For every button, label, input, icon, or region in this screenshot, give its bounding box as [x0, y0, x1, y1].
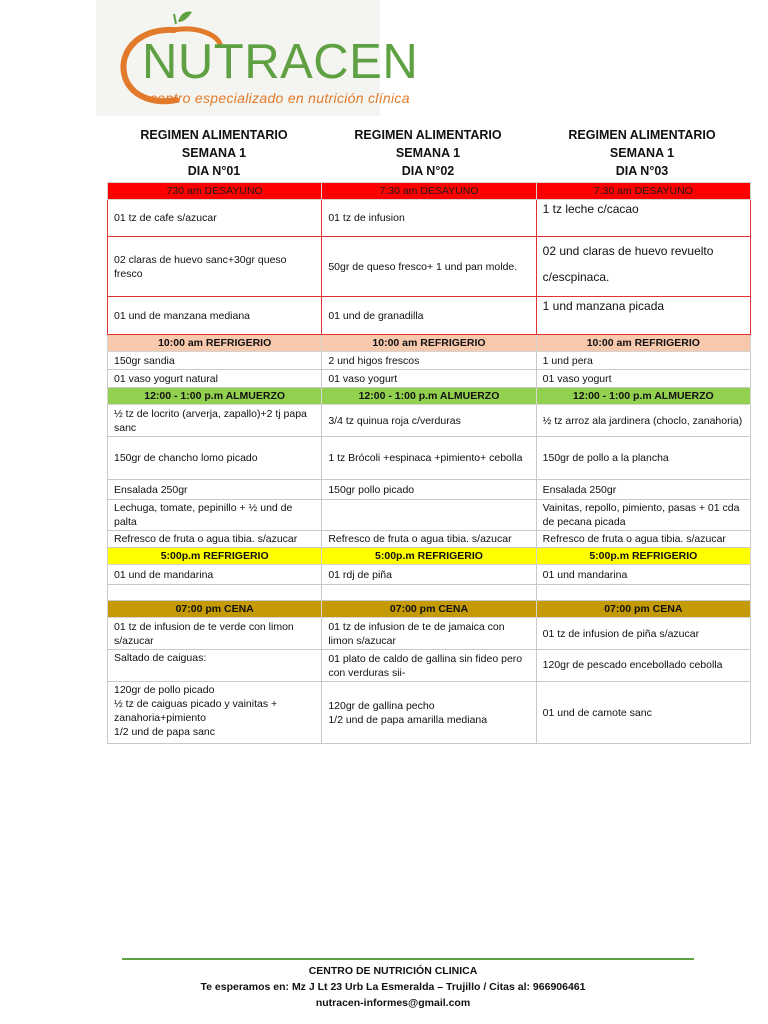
meal-cell: 01 und de manzana mediana: [108, 297, 322, 335]
table-row: [108, 618, 751, 650]
cell-line: 120gr de pollo picado: [114, 684, 215, 696]
meal-cell: 01 tz de infusion de te verde con limon s/azucar: [108, 618, 322, 650]
meal-cell: 01 und mandarina: [536, 565, 750, 585]
meal-cell: Ensalada 250gr: [536, 480, 750, 500]
section-header-cena: [108, 601, 751, 618]
section-title: 12:00 - 1:00 p.m ALMUERZO: [322, 388, 536, 405]
section-title: 12:00 - 1:00 p.m ALMUERZO: [536, 388, 750, 405]
section-header-refrigerio-am: [108, 335, 751, 352]
section-title: 07:00 pm CENA: [322, 601, 536, 618]
meal-cell: Refresco de fruta o agua tibia. s/azucar: [536, 531, 750, 548]
meal-cell: 01 vaso yogurt natural: [108, 370, 322, 388]
section-title: 07:00 pm CENA: [108, 601, 322, 618]
header-week: SEMANA 1: [395, 146, 461, 160]
table-row: [108, 531, 751, 548]
section-header-desayuno: [108, 183, 751, 200]
meal-cell: Refresco de fruta o agua tibia. s/azucar: [108, 531, 322, 548]
section-title: 12:00 - 1:00 p.m ALMUERZO: [108, 388, 322, 405]
table-row: [108, 480, 751, 500]
section-title: 07:00 pm CENA: [536, 601, 750, 618]
footer-email: nutracen-informes@gmail.com: [315, 997, 471, 1009]
table-row: [108, 500, 751, 531]
meal-cell: 02 und claras de huevo revuelto c/escpinaca.: [536, 237, 750, 297]
table-row: [108, 237, 751, 297]
meal-cell: 150gr de pollo a la plancha: [536, 437, 750, 480]
table-row: [108, 297, 751, 335]
meal-cell: 1 tz leche c/cacao: [536, 200, 750, 237]
meal-cell: 150gr de chancho lomo picado: [108, 437, 322, 480]
meal-cell: [322, 682, 536, 744]
logo-tagline: centro especializado en nutrición clínica: [150, 90, 410, 106]
table-row-empty: [108, 585, 751, 601]
section-title: 5:00p.m REFRIGERIO: [322, 548, 536, 565]
table-row: [108, 370, 751, 388]
meal-cell: 01 plato de caldo de gallina sin fideo pero con verduras sii-: [322, 650, 536, 682]
meal-cell: 3/4 tz quinua roja c/verduras: [322, 405, 536, 437]
section-title: 730 am DESAYUNO: [108, 183, 322, 200]
cell-line: 120gr de gallina pecho: [328, 699, 435, 712]
cell-line: ½ tz de caiguas picado y vainitas + zanahoria+pimiento: [114, 698, 278, 724]
meal-cell: 01 rdj de piña: [322, 565, 536, 585]
header-week: SEMANA 1: [181, 146, 247, 160]
meal-cell: [322, 500, 536, 531]
section-title: 10:00 am REFRIGERIO: [108, 335, 322, 352]
meal-cell: 01 tz de infusion de piña s/azucar: [536, 618, 750, 650]
meal-cell: Lechuga, tomate, pepinillo + ½ und de palta: [108, 500, 322, 531]
table-row: [108, 200, 751, 237]
meal-cell: 01 und de granadilla: [322, 297, 536, 335]
nutracen-logo: [96, 0, 419, 116]
meal-cell: ½ tz arroz ala jardinera (choclo, zanahoria): [536, 405, 750, 437]
section-header-almuerzo: [108, 388, 751, 405]
section-header-refrigerio-pm: [108, 548, 751, 565]
table-row: [108, 650, 751, 682]
meal-cell: [536, 585, 750, 601]
meal-cell: 150gr sandia: [108, 352, 322, 370]
meal-cell: 01 vaso yogurt: [322, 370, 536, 388]
section-title: 5:00p.m REFRIGERIO: [108, 548, 322, 565]
meal-cell: [108, 682, 322, 744]
meal-cell: [108, 585, 322, 601]
header-title: REGIMEN ALIMENTARIO: [568, 128, 716, 142]
meal-cell: 1 tz Brócoli +espinaca +pimiento+ cebolla: [322, 437, 536, 480]
meal-cell: 02 claras de huevo sanc+30gr queso fresco: [108, 237, 322, 297]
logo-name: NUTRACEN: [142, 35, 419, 89]
table-row: [108, 405, 751, 437]
footer-title: CENTRO DE NUTRICIÓN CLINICA: [308, 965, 478, 977]
header-week: SEMANA 1: [609, 146, 675, 160]
table-row: [108, 565, 751, 585]
header-day: DIA N°02: [401, 164, 455, 178]
meal-cell: Saltado de caiguas:: [108, 650, 322, 682]
header-title: REGIMEN ALIMENTARIO: [354, 128, 502, 142]
meal-cell: Vainitas, repollo, pimiento, pasas + 01 cda de pecana picada: [536, 500, 750, 531]
meal-cell: 01 tz de cafe s/azucar: [108, 200, 322, 237]
meal-cell: 50gr de queso fresco+ 1 und pan molde.: [322, 237, 536, 297]
day-header-3: [535, 126, 749, 182]
footer-divider: [122, 958, 694, 960]
meal-cell: 2 und higos frescos: [322, 352, 536, 370]
section-title: 7:30 am DESAYUNO: [536, 183, 750, 200]
meal-cell: 01 und de mandarina: [108, 565, 322, 585]
meal-cell: ½ tz de locrito (arverja, zapallo)+2 tj papa sanc: [108, 405, 322, 437]
meal-cell: Ensalada 250gr: [108, 480, 322, 500]
cell-line: 1/2 und de papa sanc: [114, 726, 216, 738]
footer: [107, 963, 679, 1011]
section-title: 7:30 am DESAYUNO: [322, 183, 536, 200]
meal-cell: 120gr de pescado encebollado cebolla: [536, 650, 750, 682]
meal-cell: 01 tz de infusion: [322, 200, 536, 237]
meal-cell: [322, 585, 536, 601]
meal-cell: Refresco de fruta o agua tibia. s/azucar: [322, 531, 536, 548]
day-header-2: [321, 126, 535, 182]
meal-cell: 01 tz de infusion de te de jamaica con limon s/azucar: [322, 618, 536, 650]
table-row: [108, 437, 751, 480]
day-headers: [107, 126, 750, 182]
section-title: 5:00p.m REFRIGERIO: [536, 548, 750, 565]
header-title: REGIMEN ALIMENTARIO: [140, 128, 288, 142]
footer-address: Te esperamos en: Mz J Lt 23 Urb La Esmeralda – Trujillo / Citas al: 966906461: [200, 981, 586, 993]
meal-cell: 150gr pollo picado: [322, 480, 536, 500]
table-row: [108, 682, 751, 744]
cell-line: 1/2 und de papa amarilla mediana: [328, 713, 488, 726]
section-title: 10:00 am REFRIGERIO: [322, 335, 536, 352]
meal-cell: 01 vaso yogurt: [536, 370, 750, 388]
meal-cell: 1 und pera: [536, 352, 750, 370]
meal-plan-table: [107, 182, 751, 744]
header-day: DIA N°01: [187, 164, 241, 178]
table-row: [108, 352, 751, 370]
meal-cell: 1 und manzana picada: [536, 297, 750, 335]
day-header-1: [107, 126, 321, 182]
section-title: 10:00 am REFRIGERIO: [536, 335, 750, 352]
header-day: DIA N°03: [615, 164, 669, 178]
meal-cell: 01 und de camote sanc: [536, 682, 750, 744]
